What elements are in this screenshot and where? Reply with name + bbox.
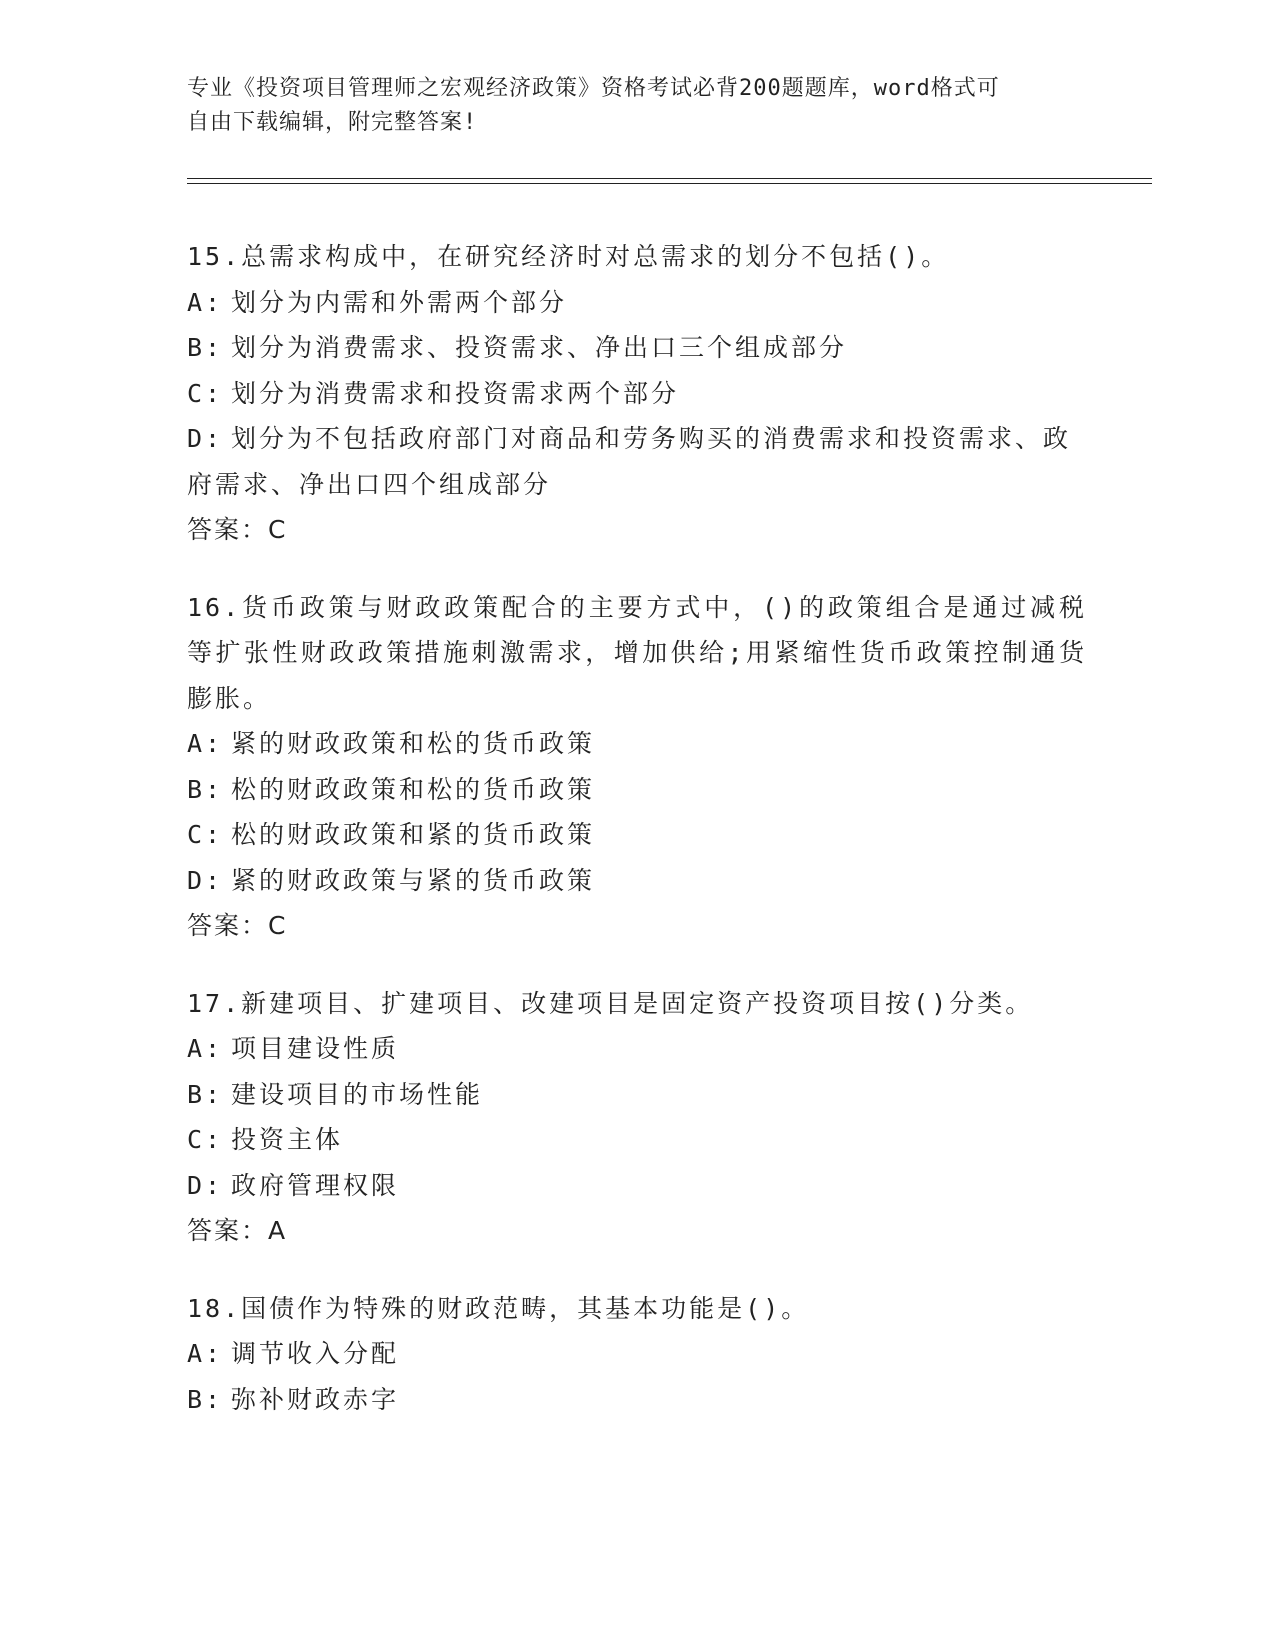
header-divider-bottom bbox=[187, 183, 1152, 184]
option-text: 划分为内需和外需两个部分 bbox=[231, 287, 568, 317]
option-letter: A: bbox=[187, 729, 224, 758]
header-title-line-2: 自由下载编辑，附完整答案! bbox=[187, 110, 478, 135]
answer-line: 答案：C bbox=[187, 515, 288, 544]
option-text: 划分为消费需求、投资需求、净出口三个组成部分 bbox=[231, 333, 848, 362]
option-d bbox=[187, 858, 1087, 904]
option-text: 项目建设性质 bbox=[231, 1034, 400, 1063]
answer-line: 答案：A bbox=[187, 1216, 288, 1245]
option-a bbox=[187, 721, 1087, 767]
option-text: 划分为消费需求和投资需求两个部分 bbox=[231, 378, 680, 408]
option-text: 调节收入分配 bbox=[231, 1339, 400, 1368]
option-b bbox=[187, 767, 1087, 813]
option-text: 弥补财政赤字 bbox=[231, 1384, 400, 1414]
option-letter: A: bbox=[187, 1034, 224, 1063]
question-15 bbox=[187, 234, 1087, 553]
question-stem: 15.总需求构成中，在研究经济时对总需求的划分不包括()。 bbox=[187, 242, 950, 271]
option-c bbox=[187, 371, 1087, 417]
option-letter: C: bbox=[187, 378, 224, 408]
option-letter: A: bbox=[187, 287, 224, 317]
option-letter: B: bbox=[187, 1384, 224, 1414]
document-header bbox=[187, 72, 1067, 140]
option-text: 划分为不包括政府部门对商品和劳务购买的消费需求和投资需求、政府需求、净出口四个组成部分 bbox=[187, 424, 1072, 499]
question-17 bbox=[187, 981, 1087, 1254]
option-b bbox=[187, 1377, 1087, 1423]
option-text: 松的财政政策和紧的货币政策 bbox=[231, 820, 596, 849]
option-text: 建设项目的市场性能 bbox=[231, 1079, 484, 1109]
option-letter: D: bbox=[187, 865, 224, 895]
option-letter: D: bbox=[187, 424, 224, 453]
option-a bbox=[187, 280, 1087, 326]
header-divider-top bbox=[187, 178, 1152, 179]
option-text: 紧的财政政策和松的货币政策 bbox=[231, 729, 596, 758]
header-title-line-1: 专业《投资项目管理师之宏观经济政策》资格考试必背200题题库，word格式可 bbox=[187, 76, 1000, 101]
question-list bbox=[187, 234, 1087, 1454]
option-b bbox=[187, 1072, 1087, 1118]
question-18 bbox=[187, 1286, 1087, 1423]
option-letter: B: bbox=[187, 333, 224, 362]
option-a bbox=[187, 1026, 1087, 1072]
option-text: 紧的财政政策与紧的货币政策 bbox=[231, 865, 596, 895]
option-text: 政府管理权限 bbox=[231, 1170, 400, 1200]
option-letter: C: bbox=[187, 1125, 224, 1154]
question-16 bbox=[187, 585, 1087, 949]
question-stem: 18.国债作为特殊的财政范畴，其基本功能是()。 bbox=[187, 1293, 810, 1323]
option-a bbox=[187, 1331, 1087, 1377]
option-d bbox=[187, 1163, 1087, 1209]
option-text: 投资主体 bbox=[231, 1125, 344, 1154]
option-letter: B: bbox=[187, 1079, 224, 1109]
option-letter: B: bbox=[187, 774, 224, 804]
question-stem: 16.货币政策与财政政策配合的主要方式中，()的政策组合是通过减税等扩张性财政政策措施刺激需求，增加供给;用紧缩性货币政策控制通货膨胀。 bbox=[187, 592, 1087, 713]
option-text: 松的财政政策和松的货币政策 bbox=[231, 774, 596, 804]
option-c bbox=[187, 812, 1087, 858]
option-b bbox=[187, 325, 1087, 371]
option-c bbox=[187, 1117, 1087, 1163]
option-letter: A: bbox=[187, 1339, 224, 1368]
answer-line: 答案：C bbox=[187, 911, 288, 940]
option-d bbox=[187, 416, 1087, 507]
option-letter: D: bbox=[187, 1170, 224, 1200]
question-stem: 17.新建项目、扩建项目、改建项目是固定资产投资项目按()分类。 bbox=[187, 988, 1034, 1018]
option-letter: C: bbox=[187, 820, 224, 849]
